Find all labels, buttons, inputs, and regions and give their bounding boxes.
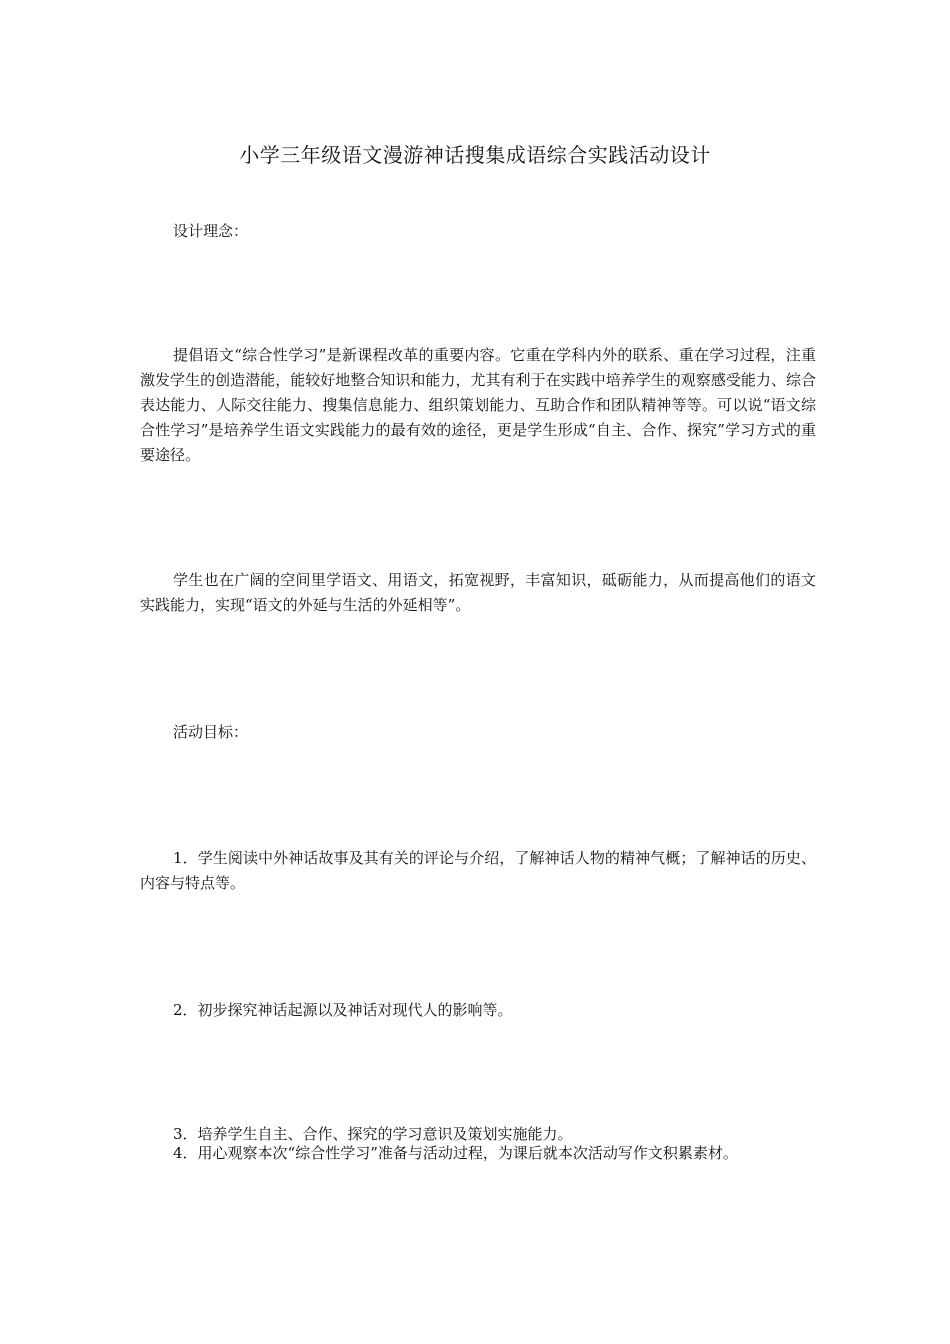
section-heading-design-concept: 设计理念： — [173, 222, 249, 240]
activity-goal-item: 4．用心观察本次“综合性学习”准备与活动过程，为课后就本次活动写作文积累素材。 — [173, 1144, 738, 1162]
activity-goal-item: 3．培养学生自主、合作、探究的学习意识及策划实施能力。 — [173, 1125, 573, 1143]
activity-goal-item: 1．学生阅读中外神话故事及其有关的评论与介绍，了解神话人物的精神气概；了解神话的历史、内容与特点等。 — [140, 849, 816, 892]
design-concept-paragraph-1: 提倡语文“综合性学习”是新课程改革的重要内容。它重在学科内外的联系、重在学习过程，注重激发学生的创造潜能，能较好地整合知识和能力，尤其有利于在实践中培养学生的观察感受能力、综合表达能力、人际交往能力、搜集信息能力、组织策划能力、互助合作和团队精神等等。可以说“语文综合性学习”是培养学生语文实践能力的最有效的途径，更是学生形成“自主、合作、探究”学习方式的重要途径。 — [140, 346, 816, 464]
activity-goal-item: 2．初步探究神话起源以及神话对现代人的影响等。 — [173, 1001, 513, 1019]
design-concept-paragraph-2: 学生也在广阔的空间里学语文、用语文，拓宽视野，丰富知识，砥砺能力，从而提高他们的语文实践能力，实现“语文的外延与生活的外延相等”。 — [140, 571, 816, 614]
document-title: 小学三年级语文漫游神话搜集成语综合实践活动设计 — [239, 143, 711, 167]
section-heading-activity-goals: 活动目标： — [173, 723, 249, 741]
